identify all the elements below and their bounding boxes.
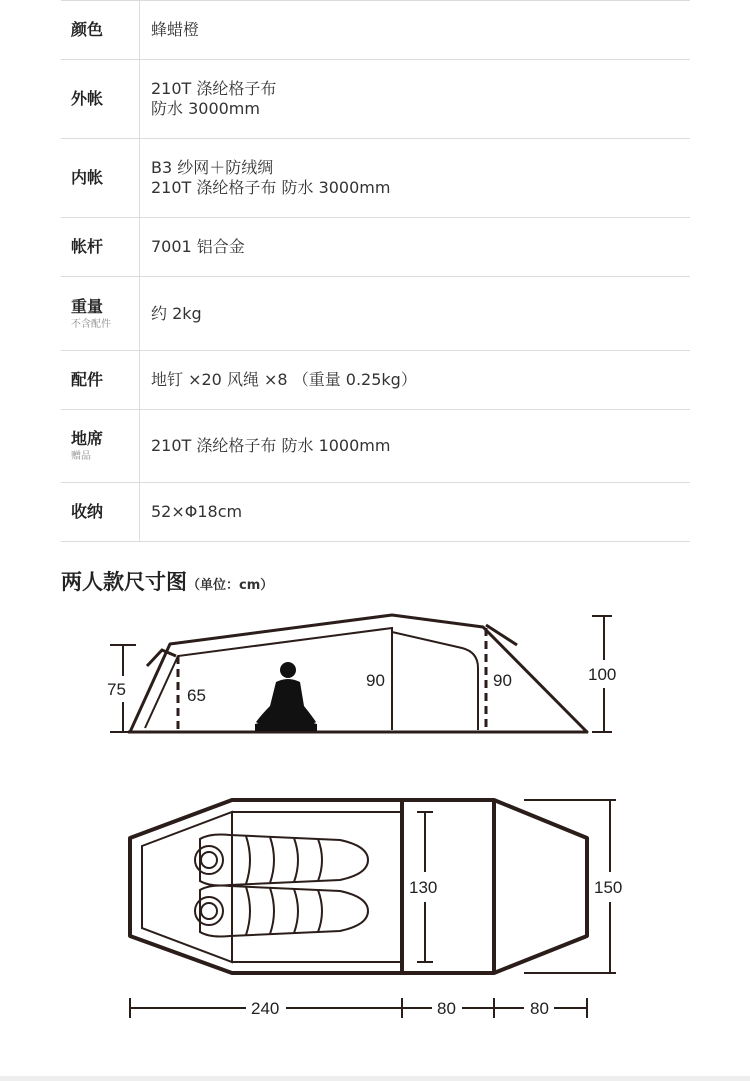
spec-value [140,410,690,482]
section-title [61,566,273,596]
spec-sublabel: 赠品 [71,451,91,462]
spec-value-line: 地钉 ×20 风绳 ×8 （重量 0.25kg） [151,370,417,389]
spec-label: 帐杆 [71,237,104,256]
spec-row-color [61,0,690,60]
spec-table [61,0,690,542]
spec-label: 外帐 [71,89,104,108]
spec-label-cell [61,277,140,350]
spec-label: 收纳 [71,502,104,521]
label-outer-width: 150 [594,878,623,897]
label-inner-left-height: 65 [187,686,206,705]
spec-value [140,1,690,59]
sleeping-bag-icon [195,886,368,937]
label-length-main: 240 [251,999,280,1018]
top-view [130,800,616,1018]
spec-value [140,351,690,409]
spec-row-pole [61,218,690,277]
label-side-left-height: 75 [107,680,126,699]
spec-value-line: 210T 涤纶格子布 防水 3000mm [151,178,391,197]
spec-row-accessories [61,351,690,410]
floor-outline [130,800,587,973]
spec-label-cell [61,1,140,59]
spec-value-line: 防水 3000mm [151,99,260,118]
spec-value-line: 52×Φ18cm [151,502,243,521]
spec-label: 地席 [71,429,104,448]
spec-value-line: 蜂蜡橙 [151,20,200,39]
sleeping-bag-icon [195,835,368,886]
spec-row-packed-size [61,483,690,542]
label-total-height: 100 [588,665,617,684]
inner-tent-line [145,628,478,730]
spec-value-line: 7001 铝合金 [151,237,245,256]
person-icon [255,662,317,731]
spec-row-outer-tent [61,60,690,139]
spec-value-line: B3 纱网＋防绒绸 [151,158,274,177]
side-view [110,615,612,732]
spec-value [140,483,690,541]
spec-label-cell [61,483,140,541]
label-inner-mid-height: 90 [366,671,385,690]
spec-label-cell [61,139,140,217]
spec-label-cell [61,410,140,482]
spec-label: 内帐 [71,168,104,187]
spec-value [140,277,690,350]
section-title-text: 两人款尺寸图 [61,570,187,594]
spec-label-cell [61,218,140,276]
spec-value [140,139,690,217]
spec-value [140,60,690,138]
length-dimension [130,998,587,1018]
spec-value-line: 210T 涤纶格子布 [151,79,277,98]
spec-label-cell [61,60,140,138]
spec-value-line: 210T 涤纶格子布 防水 1000mm [151,436,391,455]
section-unit-text: （单位：cm） [187,578,274,593]
spec-row-inner-tent [61,139,690,218]
bottom-divider-bar [0,1076,750,1081]
spec-value-line: 约 2kg [151,303,202,323]
label-inner-right-height: 90 [493,671,512,690]
spec-sublabel: 不含配件 [71,318,111,330]
spec-row-weight [61,277,690,351]
spec-value [140,218,690,276]
spec-label-cell [61,351,140,409]
label-inner-width: 130 [409,878,438,897]
spec-row-groundsheet [61,410,690,483]
label-length-vest2: 80 [530,999,549,1018]
spec-label: 配件 [71,370,104,389]
spec-label: 重量 [71,296,104,316]
tent-dimension-diagram [0,600,750,1030]
label-length-vest1: 80 [437,999,456,1018]
spec-label: 颜色 [71,20,104,39]
